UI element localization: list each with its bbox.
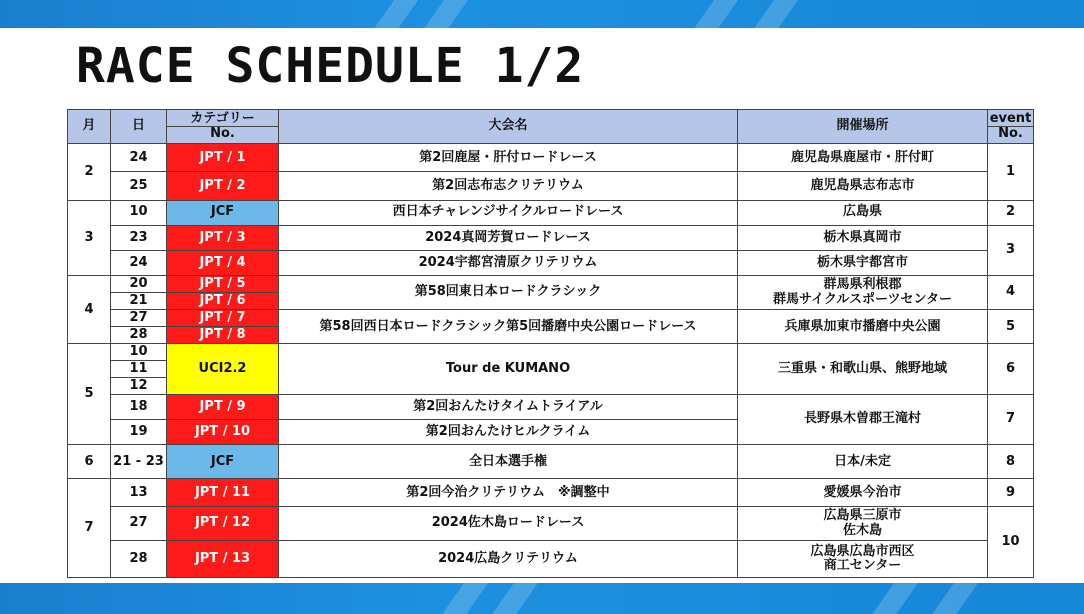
- header-day: 日: [111, 110, 167, 144]
- venue-cell: 長野県木曽郡王滝村: [738, 394, 988, 444]
- venue-cell: 兵庫県加東市播磨中央公園: [738, 310, 988, 344]
- race-name-cell: Tour de KUMANO: [279, 344, 738, 394]
- category-label: JPT / 5: [167, 276, 278, 293]
- day-cell: 24: [111, 250, 167, 275]
- day-cell: 23: [111, 225, 167, 250]
- day-cell: 25: [111, 172, 167, 200]
- header-race-name: 大会名: [279, 110, 738, 144]
- category-cell: JCF: [167, 200, 279, 225]
- day-cell: 28: [129, 327, 148, 343]
- event-no-cell: 2: [988, 200, 1034, 225]
- table-row: [68, 172, 1034, 200]
- venue-cell: 鹿児島県鹿屋市・肝付町: [738, 144, 988, 172]
- header-event: [988, 110, 1034, 144]
- day-cell: 10: [111, 344, 166, 360]
- race-name-cell: 第2回おんたけヒルクライム: [279, 419, 738, 444]
- month-cell: 2: [68, 144, 111, 200]
- category-stack: [167, 276, 278, 309]
- banner-stripe: [919, 583, 985, 614]
- category-cell: JPT / 13: [167, 540, 279, 577]
- top-banner: [0, 0, 1084, 28]
- venue-line: 広島県広島市西区: [810, 543, 915, 559]
- table-row: [68, 276, 1034, 310]
- category-cell: JPT / 4: [167, 250, 279, 275]
- race-name-cell: 2024佐木島ロードレース: [279, 507, 738, 540]
- banner-stripe: [479, 583, 545, 614]
- venue-cell: 栃木県真岡市: [738, 225, 988, 250]
- day-cell: 24: [111, 144, 167, 172]
- venue-line: 佐木島: [842, 522, 882, 538]
- table-row: [68, 225, 1034, 250]
- category-label: JPT / 8: [167, 327, 278, 344]
- venue-line: 広島県三原市: [823, 508, 902, 524]
- header-category-no: No.: [167, 126, 278, 141]
- event-no-cell: 5: [988, 310, 1034, 344]
- table-row: [68, 445, 1034, 479]
- day-stack: [111, 310, 166, 343]
- category-stack: [167, 310, 278, 343]
- venue-cell: 鹿児島県志布志市: [738, 172, 988, 200]
- event-no-cell: 6: [988, 344, 1034, 394]
- category-cell: JPT / 10: [167, 419, 279, 444]
- category-cell: JPT / 3: [167, 225, 279, 250]
- event-no-cell: 9: [988, 479, 1034, 507]
- table-row: [68, 507, 1034, 540]
- table-row: [68, 310, 1034, 344]
- category-cell: JPT / 12: [167, 507, 279, 540]
- header-row: [68, 110, 1034, 144]
- header-category: [167, 110, 279, 144]
- category-cell: UCI2.2: [167, 344, 279, 394]
- table-row: [68, 250, 1034, 275]
- day-cell: 10: [111, 200, 167, 225]
- table-row: [68, 394, 1034, 419]
- month-cell: 3: [68, 200, 111, 275]
- table-row: [68, 540, 1034, 577]
- category-label: JPT / 6: [167, 293, 278, 310]
- race-name-cell: 全日本選手権: [279, 445, 738, 479]
- day-stack: [111, 344, 166, 393]
- race-name-cell: 第2回志布志クリテリウム: [279, 172, 738, 200]
- category-cell: [167, 276, 279, 310]
- table-row: [68, 344, 1034, 394]
- day-cell: 13: [111, 479, 167, 507]
- event-no-cell: 8: [988, 445, 1034, 479]
- day-cell: 20: [111, 276, 166, 293]
- banner-stripe: [429, 583, 495, 614]
- day-cell: 19: [111, 419, 167, 444]
- month-cell: 7: [68, 479, 111, 578]
- table-row: [68, 479, 1034, 507]
- header-event-label: event: [989, 110, 1032, 126]
- day-cell: 11: [111, 361, 166, 378]
- event-no-cell: 1: [988, 144, 1034, 200]
- day-cell: 27: [111, 310, 166, 327]
- day-cell: 12: [129, 377, 148, 393]
- venue-cell: 愛媛県今治市: [738, 479, 988, 507]
- category-cell: JCF: [167, 445, 279, 479]
- event-no-cell: 3: [988, 225, 1034, 275]
- race-name-cell: 西日本チャレンジサイクルロードレース: [279, 200, 738, 225]
- category-label: JPT / 7: [167, 310, 278, 327]
- category-cell: JPT / 1: [167, 144, 279, 172]
- category-cell: JPT / 11: [167, 479, 279, 507]
- event-no-cell: 10: [988, 507, 1034, 578]
- banner-stripe: [409, 0, 475, 28]
- category-cell: JPT / 9: [167, 394, 279, 419]
- venue-line: 商工センター: [823, 557, 902, 573]
- venue-cell: 三重県・和歌山県、熊野地域: [738, 344, 988, 394]
- month-cell: 4: [68, 276, 111, 344]
- day-cell: [111, 344, 167, 394]
- venue-cell: 日本/未定: [738, 445, 988, 479]
- bottom-banner: [0, 583, 1084, 614]
- race-name-cell: 2024広島クリテリウム: [279, 540, 738, 577]
- venue-cell: 栃木県宇都宮市: [738, 250, 988, 275]
- banner-stripe: [679, 0, 745, 28]
- banner-stripe: [739, 0, 805, 28]
- race-schedule-table: [67, 109, 1034, 578]
- page-title: RACE SCHEDULE 1/2: [76, 38, 585, 94]
- race-name-cell: 2024宇都宮清原クリテリウム: [279, 250, 738, 275]
- race-name-cell: 第58回西日本ロードクラシック第5回播磨中央公園ロードレース: [279, 310, 738, 344]
- day-cell: 18: [111, 394, 167, 419]
- venue-line: 群馬県利根郡: [823, 277, 902, 293]
- day-cell: 28: [111, 540, 167, 577]
- header-event-no: No.: [988, 126, 1033, 141]
- race-name-cell: 第2回今治クリテリウム ※調整中: [279, 479, 738, 507]
- day-cell: 21: [129, 293, 148, 309]
- race-name-cell: 2024真岡芳賀ロードレース: [279, 225, 738, 250]
- race-name-cell: 第58回東日本ロードクラシック: [279, 276, 738, 310]
- venue-cell: [738, 507, 988, 540]
- table-row: [68, 200, 1034, 225]
- category-cell: [167, 310, 279, 344]
- venue-cell: 広島県: [738, 200, 988, 225]
- banner-stripe: [359, 0, 425, 28]
- venue-cell: [738, 540, 988, 577]
- table-row: [68, 144, 1034, 172]
- header-venue: 開催場所: [738, 110, 988, 144]
- day-cell: 27: [111, 507, 167, 540]
- race-name-cell: 第2回鹿屋・肝付ロードレース: [279, 144, 738, 172]
- header-month: 月: [68, 110, 111, 144]
- venue-line: 群馬サイクルスポーツセンター: [772, 291, 952, 307]
- race-name-cell: 第2回おんたけタイムトライアル: [279, 394, 738, 419]
- month-cell: 6: [68, 445, 111, 479]
- event-no-cell: 7: [988, 394, 1034, 444]
- venue-cell: [738, 276, 988, 310]
- day-stack: [111, 276, 166, 309]
- category-cell: JPT / 2: [167, 172, 279, 200]
- event-no-cell: 4: [988, 276, 1034, 310]
- day-cell: [111, 276, 167, 310]
- month-cell: 5: [68, 344, 111, 445]
- day-cell: [111, 310, 167, 344]
- day-cell: 21 - 23: [111, 445, 167, 479]
- banner-stripe: [859, 583, 925, 614]
- header-category-label: カテゴリー: [190, 110, 255, 126]
